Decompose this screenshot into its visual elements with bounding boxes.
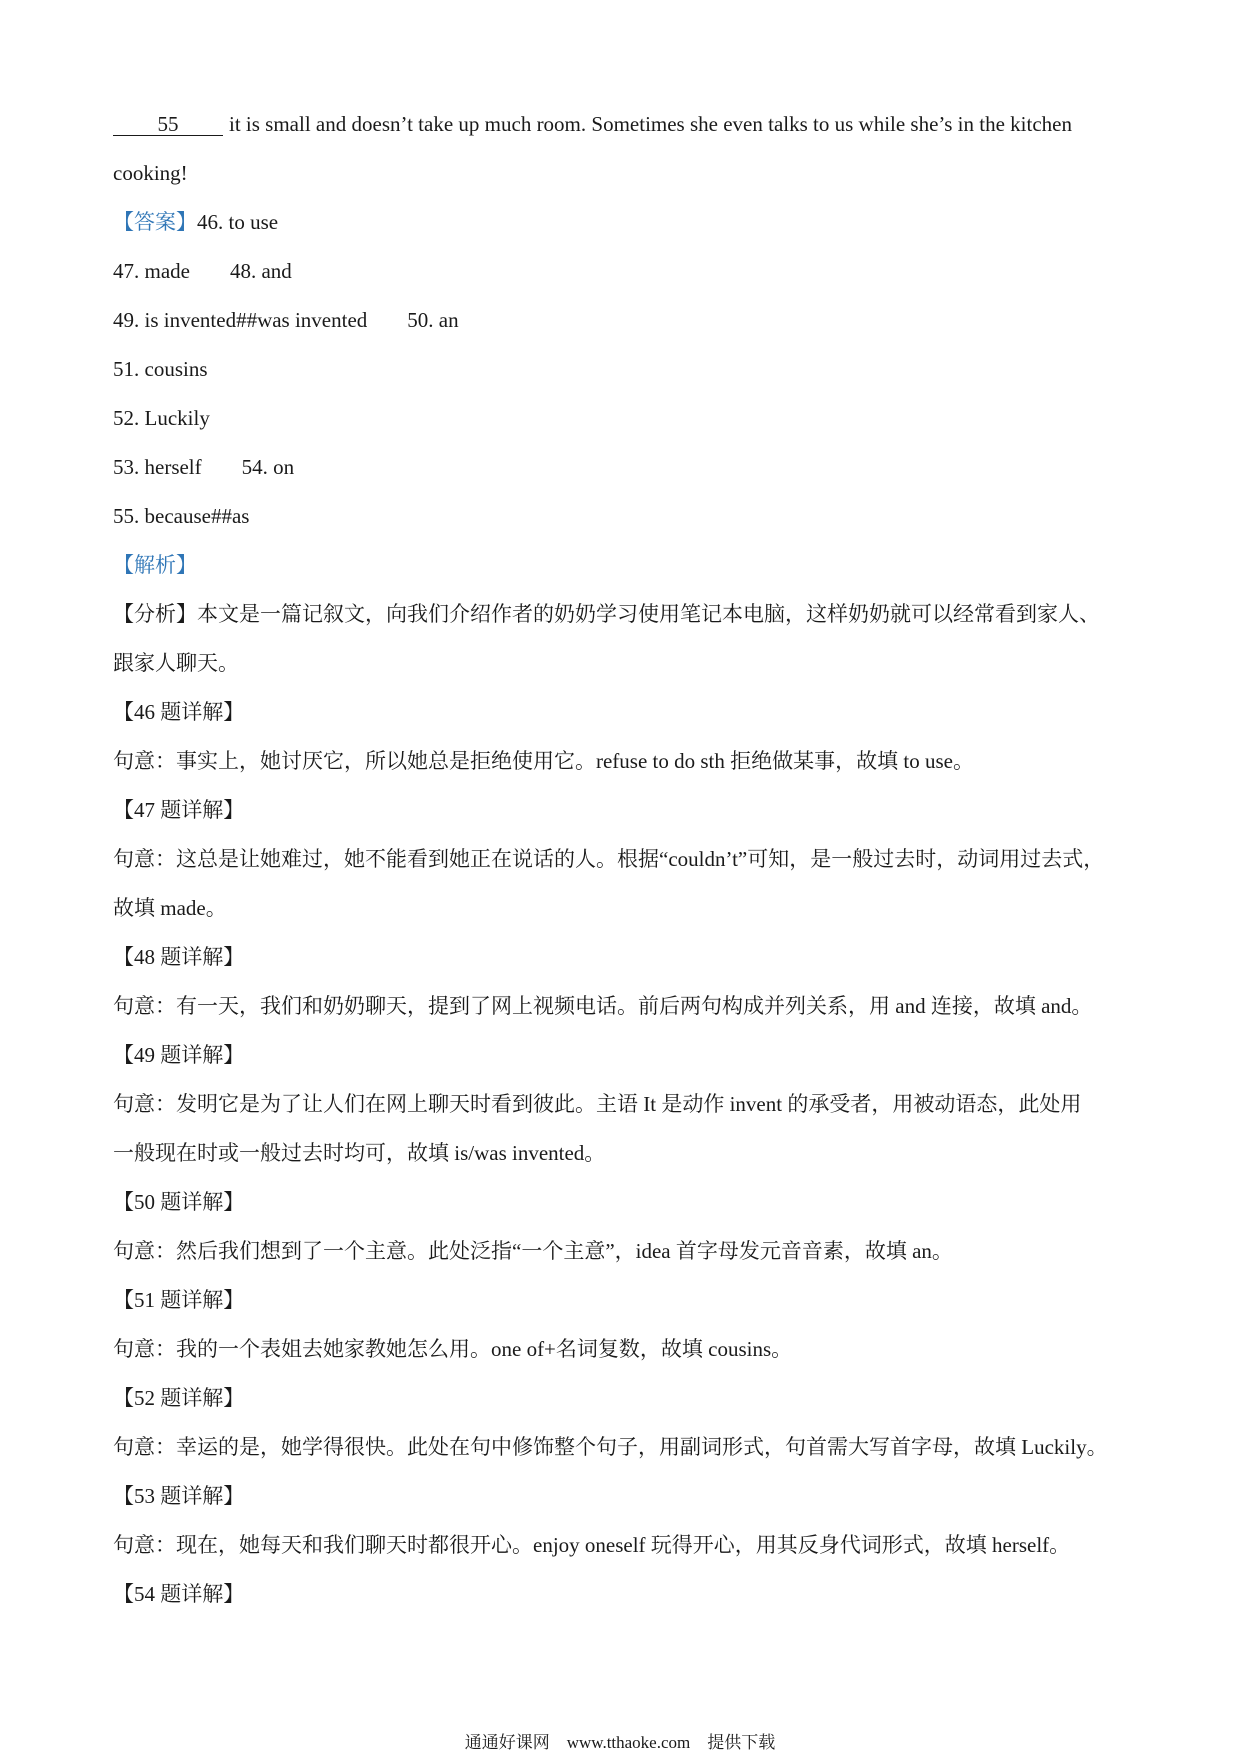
detail-51-heading: 【51 题详解】 [113,1288,245,1312]
answer-label: 【答案】 [113,210,197,234]
answer-54: 54. on [241,455,295,479]
answer-line-3 [113,296,1133,345]
detail-47-heading: 【47 题详解】 [113,798,245,822]
detail-49-line-2: 一般现在时或一般过去时均可，故填 is/was invented。 [113,1141,606,1165]
answer-55: 55. because##as [113,504,250,528]
passage-text-1: it is small and doesn’t take up much room. Sometimes she even talks to us while she’s in the kitchen [229,112,1072,136]
answer-48: 48. and [229,259,292,283]
detail-49-heading: 【49 题详解】 [113,1043,245,1067]
detail-48-line-1: 句意：有一天，我们和奶奶聊天，提到了网上视频电话。前后两句构成并列关系，用 and 连接，故填 and。 [113,994,1093,1018]
blank-55: 55 [113,113,223,136]
detail-50-line-1: 句意：然后我们想到了一个主意。此处泛指“一个主意”，idea 首字母发元音音素，故填 an。 [113,1239,953,1263]
answer-51: 51. cousins [113,357,208,381]
detail-47-line-2: 故填 made。 [113,896,227,920]
detail-47-line-1: 句意：这总是让她难过，她不能看到她正在说话的人。根据“couldn’t”可知，是一般过去时，动词用过去式， [113,847,1105,871]
answer-49: 49. is invented##was invented [113,308,368,332]
answer-46: 46. to use [197,210,279,234]
analysis-label: 【解析】 [113,553,197,577]
detail-51-line-1: 句意：我的一个表姐去她家教她怎么用。one of+名词复数，故填 cousins。 [113,1337,793,1361]
detail-54-heading: 【54 题详解】 [113,1582,245,1606]
detail-52-line-1: 句意：幸运的是，她学得很快。此处在句中修饰整个句子，用副词形式，句首需大写首字母，故填 Luckily。 [113,1435,1108,1459]
passage-line-1 [113,100,1133,149]
detail-46-heading: 【46 题详解】 [113,700,245,724]
answer-53: 53. herself [113,455,202,479]
summary-line-2: 跟家人聊天。 [113,651,239,675]
answer-47: 47. made [113,259,190,283]
detail-48-heading: 【48 题详解】 [113,945,245,969]
detail-50-heading: 【50 题详解】 [113,1190,245,1214]
answer-line-2 [113,247,1133,296]
page-footer: 通通好课网 www.tthaoke.com 提供下载 [464,1733,776,1752]
answer-line-6 [113,443,1133,492]
answer-50: 50. an [407,308,459,332]
passage-line-2: cooking! [113,161,188,185]
detail-53-line-1: 句意：现在，她每天和我们聊天时都很开心。enjoy oneself 玩得开心，用其反身代词形式，故填 herself。 [113,1533,1071,1557]
detail-52-heading: 【52 题详解】 [113,1386,245,1410]
detail-49-line-1: 句意：发明它是为了让人们在网上聊天时看到彼此。主语 It 是动作 invent 的承受者，用被动语态，此处用 [113,1092,1082,1116]
answer-line-1 [113,198,1133,247]
detail-53-heading: 【53 题详解】 [113,1484,245,1508]
detail-46-line-1: 句意：事实上，她讨厌它，所以她总是拒绝使用它。refuse to do sth 拒绝做某事，故填 to use。 [113,749,974,773]
summary-line-1: 【分析】本文是一篇记叙文，向我们介绍作者的奶奶学习使用笔记本电脑，这样奶奶就可以经常看到家人、 [113,602,1100,626]
answer-52: 52. Luckily [113,406,210,430]
document-page [113,100,1133,1619]
